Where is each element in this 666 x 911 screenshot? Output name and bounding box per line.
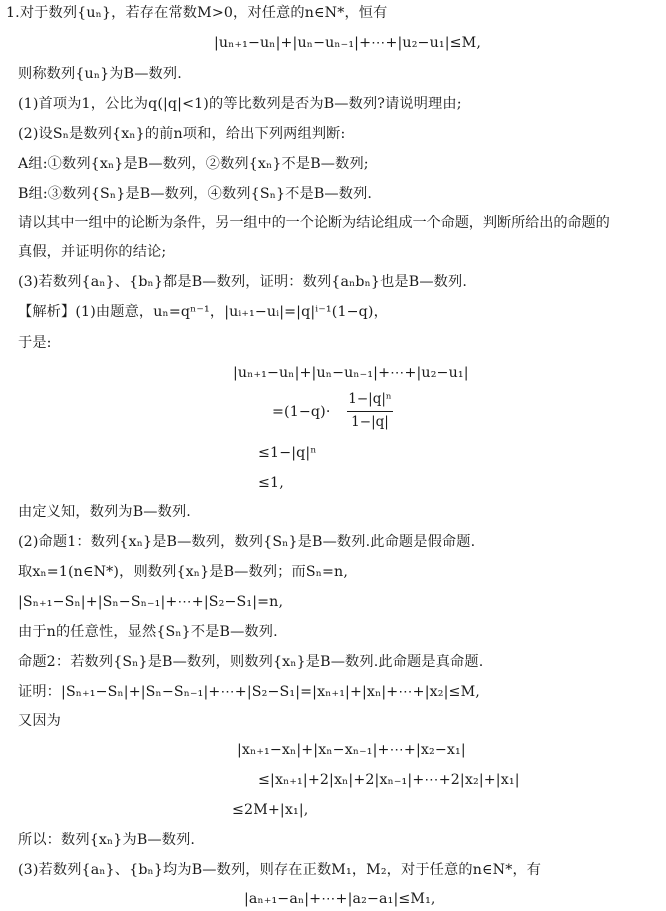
text-line: 由于n的任意性，显然{Sₙ}不是B—数列. — [18, 624, 278, 640]
text-line: 证明：|Sₙ₊₁−Sₙ|+|Sₙ−Sₙ₋₁|+⋯+|S₂−S₁|=|xₙ₊₁|+|xₙ|+⋯+|x₂|≤M, — [18, 684, 480, 700]
text-line: ≤1, — [258, 475, 284, 491]
text-line: 真假，并证明你的结论; — [18, 244, 167, 260]
text-line: 【解析】(1)由题意，uₙ=qⁿ⁻¹，|uᵢ₊₁−uᵢ|=|q|ⁱ⁻¹(1−q)， — [18, 304, 388, 320]
fraction-numerator: 1−|q|ⁿ — [348, 391, 392, 407]
text-line: |xₙ₊₁−xₙ|+|xₙ−xₙ₋₁|+⋯+|x₂−x₁| — [237, 742, 466, 758]
text-line: 由定义知，数列为B—数列. — [18, 504, 191, 520]
text-line: A组:①数列{xₙ}是B—数列，②数列{xₙ}不是B—数列; — [18, 156, 369, 172]
text-line: (2)设Sₙ是数列{xₙ}的前n项和，给出下列两组判断: — [18, 126, 346, 142]
text-line: 所以：数列{xₙ}为B—数列. — [18, 832, 196, 848]
text-line: 取xₙ=1(n∈N*)，则数列{xₙ}是B—数列；而Sₙ=n, — [18, 564, 348, 580]
text-line: |Sₙ₊₁−Sₙ|+|Sₙ−Sₙ₋₁|+⋯+|S₂−S₁|=n, — [18, 594, 284, 610]
text-line: 于是: — [18, 335, 52, 351]
text-line: 则称数列{uₙ}为B—数列. — [18, 66, 182, 82]
text-line: ≤|xₙ₊₁|+2|xₙ|+2|xₙ₋₁|+⋯+2|x₂|+|x₁| — [258, 772, 520, 788]
text-line: 又因为 — [18, 713, 62, 729]
fraction — [345, 390, 395, 436]
text-line: =(1−q)· — [272, 404, 331, 420]
text-line: B组:③数列{Sₙ}是B—数列，④数列{Sₙ}不是B—数列. — [18, 186, 373, 202]
text-line: ≤2M+|x₁|, — [232, 802, 309, 818]
fraction-bar — [347, 411, 393, 412]
text-line: |uₙ₊₁−uₙ|+|uₙ−uₙ₋₁|+⋯+|u₂−u₁|≤M, — [214, 35, 482, 51]
text-line: 请以其中一组中的论断为条件，另一组中的一个论断为结论组成一个命题，判断所给出的命题的 — [18, 215, 610, 231]
text-line: 命题2：若数列{Sₙ}是B—数列，则数列{xₙ}是B—数列.此命题是真命题. — [18, 654, 484, 670]
text-line: |uₙ₊₁−uₙ|+|uₙ−uₙ₋₁|+⋯+|u₂−u₁| — [233, 365, 469, 381]
text-line: 1.对于数列{uₙ}，若存在常数M>0，对任意的n∈N*，恒有 — [6, 5, 388, 21]
text-line: |aₙ₊₁−aₙ|+⋯+|a₂−a₁|≤M₁, — [244, 891, 436, 907]
text-line: (2)命题1：数列{xₙ}是B—数列，数列{Sₙ}是B—数列.此命题是假命题. — [18, 534, 476, 550]
text-line: (3)若数列{aₙ}、{bₙ}均为B—数列，则存在正数M₁，M₂，对于任意的n∈N*，有 — [18, 862, 542, 878]
text-line: (1)首项为1，公比为q(|q|<1)的等比数列是否为B—数列?请说明理由; — [18, 96, 462, 112]
text-line: (3)若数列{aₙ}、{bₙ}都是B—数列，证明：数列{aₙbₙ}也是B—数列. — [18, 274, 468, 290]
text-line: ≤1−|q|ⁿ — [258, 445, 317, 461]
fraction-denominator: 1−|q| — [351, 414, 389, 430]
